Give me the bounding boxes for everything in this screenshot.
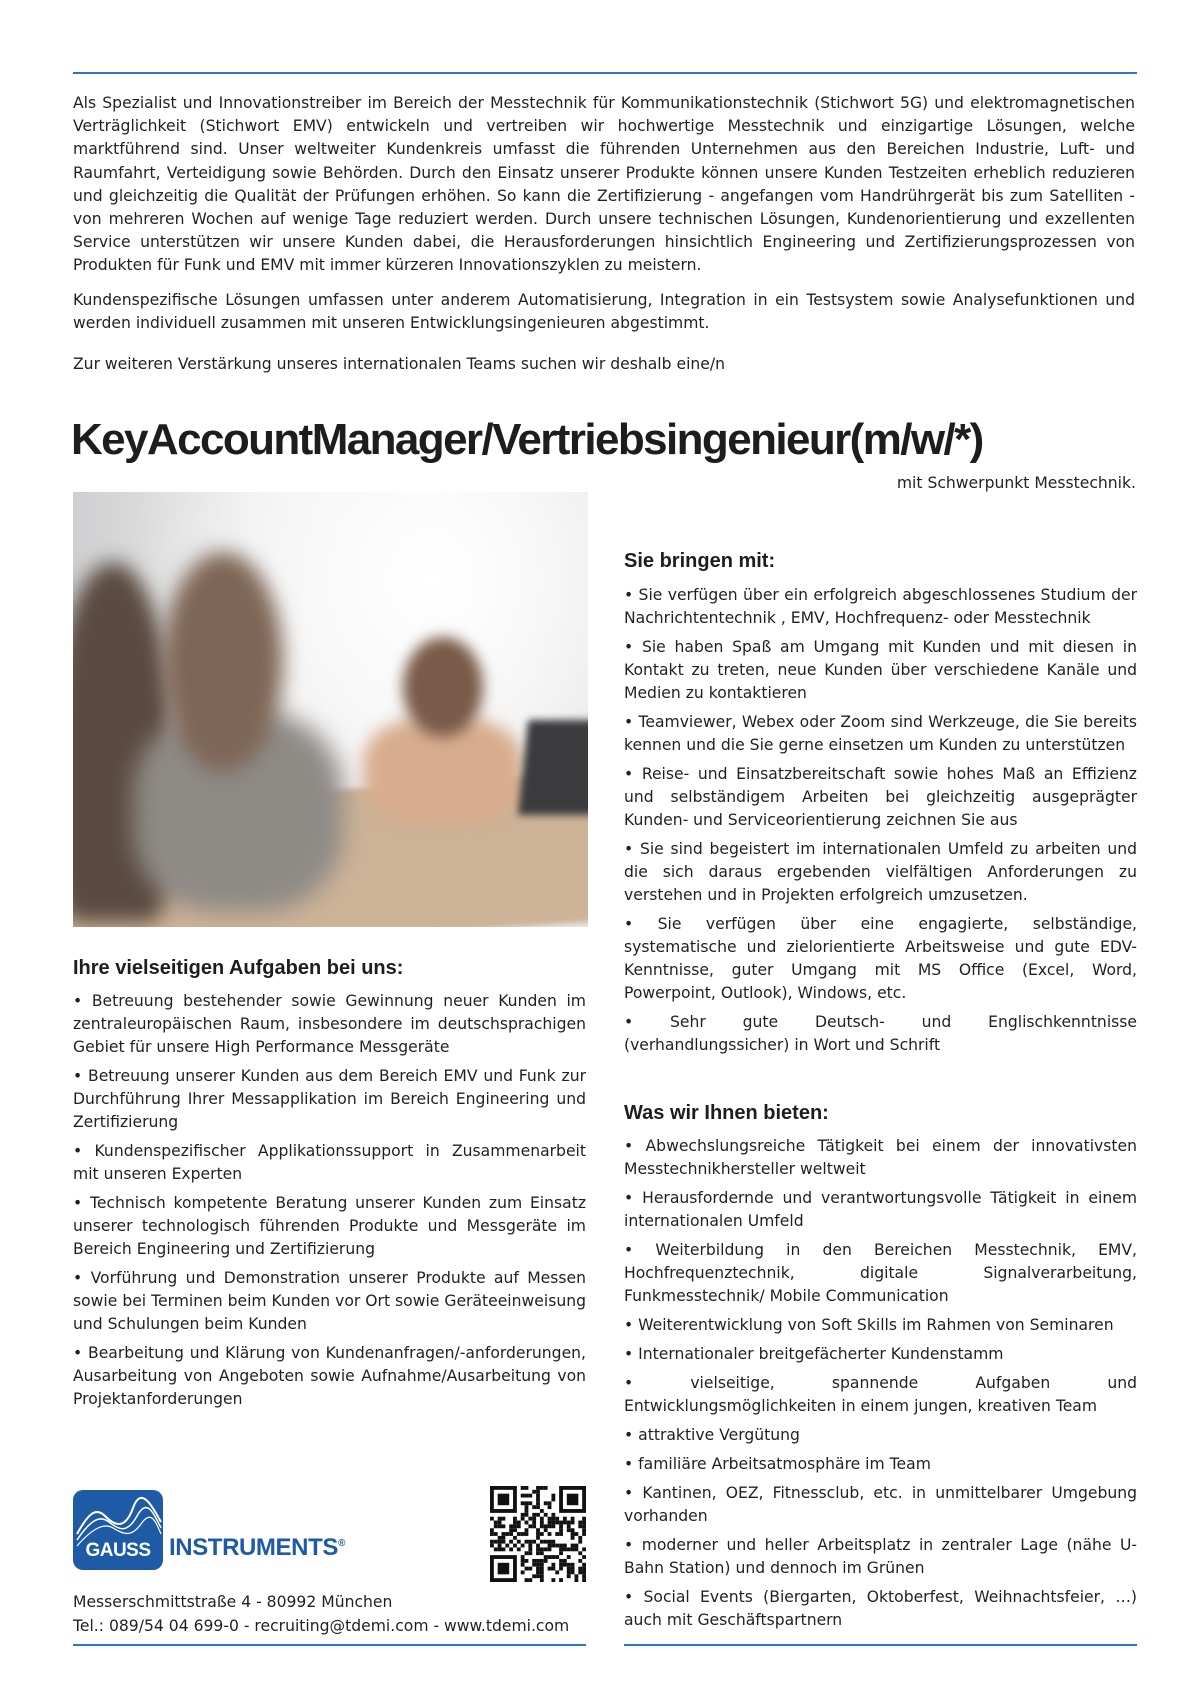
footer-rule-left [73, 1644, 586, 1646]
list-item: • familiäre Arbeitsatmosphäre im Team [624, 1453, 1137, 1476]
intro-text [73, 92, 1135, 387]
list-item: • Weiterbildung in den Bereichen Messtechnik, EMV, Hochfrequenztechnik, digitale Signalverarbeitung, Funkmesstechnik/ Mobile Communication [624, 1239, 1137, 1308]
list-item: • Sie sind begeistert im internationalen Umfeld zu arbeiten und die sich daraus ergebenden vielfältigen Anforderungen zu verstehen und in Projekten erfolgreich umzusetzen. [624, 838, 1137, 907]
footer-contact-line: Tel.: 089/54 04 699-0 - recruiting@tdemi.com - www.tdemi.com [73, 1617, 570, 1635]
list-item: • Vorführung und Demonstration unserer Produkte auf Messen sowie bei Terminen beim Kunden vor Ort sowie Geräteeinweisung und Schulungen beim Kunden [73, 1267, 586, 1336]
bringen-list [624, 584, 1137, 1063]
list-item: • Sehr gute Deutsch- und Englischkenntnisse (verhandlungssicher) in Wort und Schrift [624, 1011, 1137, 1057]
list-item: • Betreuung unserer Kunden aus dem Bereich EMV und Funk zur Durchführung Ihrer Messapplikation im Bereich Engineering und Zertifizierung [73, 1065, 586, 1134]
list-item: • Betreuung bestehender sowie Gewinnung neuer Kunden im zentraleuropäischen Raum, insbesondere im deutschsprachigen Gebiet für unsere High Performance Messgeräte [73, 990, 586, 1059]
intro-paragraph-2: Kundenspezifische Lösungen umfassen unter anderem Automatisierung, Integration in ein Testsystem sowie Analysefunktionen und werden individuell zusammen mit unseren Entwicklungsingenieuren abgestimmt. [73, 290, 1135, 332]
list-item: • Reise- und Einsatzbereitschaft sowie hohes Maß an Effizienz und selbständigem Arbeiten bei gleichzeitig ausgeprägter Kunden- und Serviceorientierung zeichnen Sie aus [624, 763, 1137, 832]
aufgaben-heading: Ihre vielseitigen Aufgaben bei uns: [73, 957, 404, 979]
list-item: • vielseitige, spannende Aufgaben und Entwicklungsmöglichkeiten in einem jungen, kreativen Team [624, 1372, 1137, 1418]
intro-lead: Zur weiteren Verstärkung unseres internationalen Teams suchen wir deshalb eine/n [73, 355, 726, 374]
list-item: • Kundenspezifischer Applikationssupport in Zusammenarbeit mit unseren Experten [73, 1140, 586, 1186]
job-subtitle: mit Schwerpunkt Messtechnik. [896, 474, 1136, 492]
list-item: • Sie haben Spaß am Umgang mit Kunden und mit diesen in Kontakt zu treten, neue Kunden über verschiedene Kanäle und Medien zu kontaktieren [624, 636, 1137, 705]
bringen-heading: Sie bringen mit: [624, 550, 776, 572]
team-photo [73, 492, 588, 927]
list-item: • attraktive Vergütung [624, 1424, 1137, 1447]
logo-text: INSTRUMENTS® [169, 1534, 345, 1561]
bieten-list [624, 1135, 1137, 1638]
list-item: • Teamviewer, Webex oder Zoom sind Werkzeuge, die Sie bereits kennen und die Sie gerne einsetzen um Kunden zu unterstützen [624, 711, 1137, 757]
gauss-logo-icon [73, 1490, 163, 1570]
list-item: • Technisch kompetente Beratung unserer Kunden zum Einsatz unserer technologisch führenden Produkte und Messgeräte im Bereich Engineering und Zertifizierung [73, 1192, 586, 1261]
aufgaben-list [73, 990, 586, 1417]
bieten-heading: Was wir Ihnen bieten: [624, 1102, 829, 1124]
list-item: • Weiterentwicklung von Soft Skills im Rahmen von Seminaren [624, 1314, 1137, 1337]
gauss-logo [73, 1490, 363, 1570]
list-item: • Abwechslungsreiche Tätigkeit bei einem der innovativsten Messtechnikhersteller weltweit [624, 1135, 1137, 1181]
list-item: • Social Events (Biergarten, Oktoberfest, Weihnachtsfeier, …) auch mit Geschäftspartnern [624, 1586, 1137, 1632]
footer-rule-right [624, 1644, 1137, 1646]
list-item: • Internationaler breitgefächerter Kundenstamm [624, 1343, 1137, 1366]
job-title: KeyAccountManager/Vertriebsingenieur(m/w/*) [71, 415, 983, 464]
logo-word: GAUSS [85, 1540, 151, 1561]
list-item: • Sie verfügen über ein erfolgreich abgeschlossenes Studium der Nachrichtentechnik , EMV, Hochfrequenz- oder Messtechnik [624, 584, 1137, 630]
footer-contact [73, 1590, 569, 1638]
list-item: • Herausfordernde und verantwortungsvolle Tätigkeit in einem internationalen Umfeld [624, 1187, 1137, 1233]
list-item: • Kantinen, OEZ, Fitnessclub, etc. in unmittelbarer Umgebung vorhanden [624, 1482, 1137, 1528]
list-item: • Sie verfügen über eine engagierte, selbständige, systematische und zielorientierte Arbeitsweise und gute EDV-Kenntnisse, guter Umgang mit MS Office (Excel, Word, Powerpoint, Outlook), Windows, etc. [624, 913, 1137, 1005]
qr-code-icon [490, 1486, 586, 1582]
list-item: • Bearbeitung und Klärung von Kundenanfragen/-anforderungen, Ausarbeitung von Angeboten sowie Aufnahme/Ausarbeitung von Projektanforderungen [73, 1342, 586, 1411]
intro-paragraph-1: Als Spezialist und Innovationstreiber im Bereich der Messtechnik für Kommunikationstechnik (Stichwort 5G) und elektromagnetischen Verträglichkeit (Stichwort EMV) entwickeln und vertreiben wir hochwertige Messtechnik und einzigartige Lösungen, welche marktführend sind. Unser weltweiter Kundenkreis umfasst die führenden Unternehmen aus den Bereichen Industrie, Luft- und Raumfahrt, Verteidigung sowie Behörden. Durch den Einsatz unserer Produkte können unsere Kunden Testzeiten erheblich reduzieren und gleichzeitig die Qualität der Prüfungen erhöhen. So kann die Zertifizierung - angefangen vom Handrührgerät bis zum Satelliten - von mehreren Wochen auf wenige Tage reduziert werden. Durch unsere technischen Lösungen, Kundenorientierung und exzellenten Service unterstützen wir unsere Kunden dabei, die Herausforderungen hinsichtlich Engineering und Zertifizierungsprozessen von Produkten für Funk und EMV mit immer kürzeren Innovationszyklen zu meistern. [73, 94, 1135, 275]
footer-address: Messerschmittstraße 4 - 80992 München [73, 1593, 393, 1611]
top-rule [73, 72, 1137, 74]
list-item: • moderner und heller Arbeitsplatz in zentraler Lage (nähe U-Bahn Station) und dennoch im Grünen [624, 1534, 1137, 1580]
